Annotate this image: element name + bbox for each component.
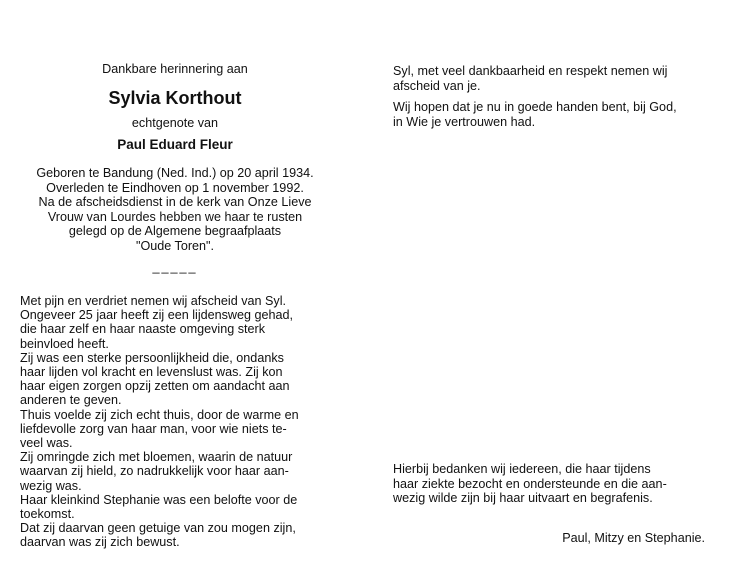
signature: Paul, Mitzy en Stephanie. bbox=[562, 531, 705, 545]
right-panel bbox=[375, 0, 735, 582]
farewell-note: Syl, met veel dankbaarheid en respekt nemen wij afscheid van je. bbox=[393, 64, 668, 93]
farewell-text: Met pijn en verdriet nemen wij afscheid van Syl. Ongeveer 25 jaar heeft zij een lijdensweg gehad, die haar zelf en haar naaste omgeving sterk beinvloed heeft. Zij was een sterke persoonlijkheid die, ondanks haar lijden vol kracht en levenslust was. Zij kon haar eigen zorgen opzij zetten om aandacht aan anderen te geven. Thuis voelde zij zich echt thuis, door de warme en liefdevolle zorg van haar man, voor wie niets te- veel was. Zij omringde zich met bloemen, waarin de natuur waarvan zij hield, zo nadrukkelijk voor haar aan- wezig was. Haar kleinkind Stephanie was een belofte voor de toekomst. Dat zij daarvan geen getuige van zou mogen zijn, daarvan was zij zich bewust. bbox=[20, 294, 299, 550]
life-details: Geboren te Bandung (Ned. Ind.) op 20 april 1934. Overleden te Eindhoven op 1 november 1992. Na de afscheidsdienst in de kerk van Onze Lieve Vrouw van Lourdes hebben we haar te rusten gelegd op de Algemene begraafplaats "Oude Toren". bbox=[36, 166, 314, 253]
intro-text: Dankbare herinnering aan bbox=[102, 62, 248, 76]
deceased-name: Sylvia Korthout bbox=[108, 88, 242, 108]
spouse-name: Paul Eduard Fleur bbox=[117, 137, 233, 152]
faith-note: Wij hopen dat je nu in goede handen bent, bij God, in Wie je vertrouwen had. bbox=[393, 100, 677, 129]
relation-text: echtgenote van bbox=[131, 116, 219, 130]
thanks-note: Hierbij bedanken wij iedereen, die haar tijdens haar ziekte bezocht en ondersteunde en die aan- wezig wilde zijn bij haar uitvaart en begrafenis. bbox=[393, 462, 667, 505]
divider: _____ bbox=[152, 260, 198, 274]
